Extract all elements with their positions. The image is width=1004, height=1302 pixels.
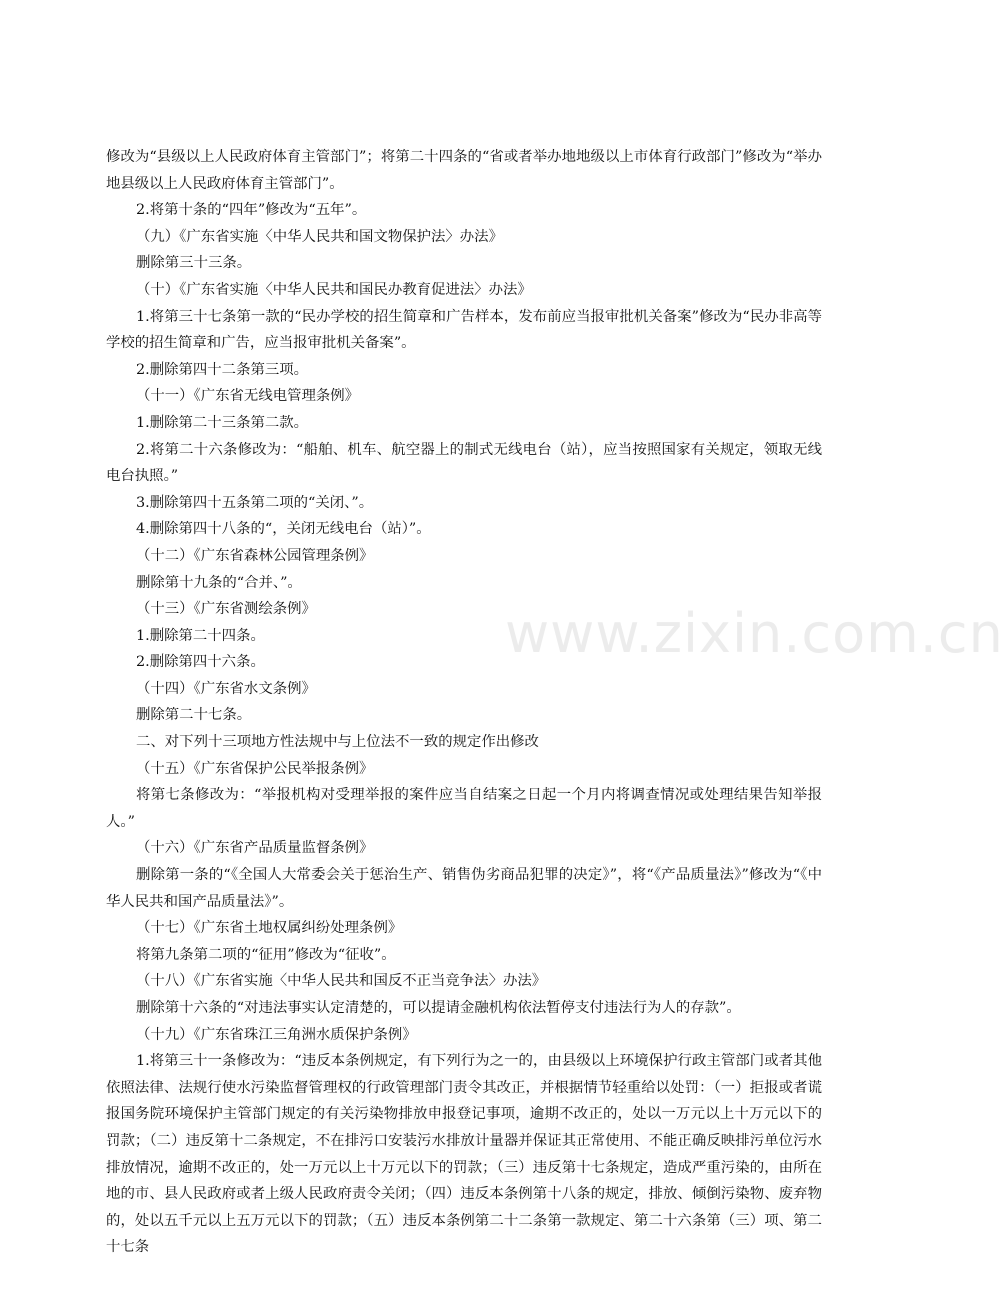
document-body (106, 144, 822, 1261)
paragraph: 修改为“县级以上人民政府体育主管部门”；将第二十四条的“省或者举办地地级以上市体育行政部门”修改为“举办地县级以上人民政府体育主管部门”。 (106, 149, 822, 192)
paragraph: （十八）《广东省实施〈中华人民共和国反不正当竞争法〉办法》 (136, 973, 547, 990)
paragraph: （十三）《广东省测绘条例》 (136, 601, 316, 618)
paragraph: 2.删除第四十二条第三项。 (136, 361, 309, 378)
paragraph: （十七）《广东省土地权属纠纷处理条例》 (136, 920, 403, 937)
paragraph: 删除第十六条的“对违法事实认定清楚的，可以提请金融机构依法暂停支付违法行为人的存款”。 (136, 1000, 741, 1016)
paragraph: 2.删除第四十六条。 (136, 654, 265, 671)
paragraph: （十四）《广东省水文条例》 (136, 680, 316, 697)
paragraph: 1.删除第二十三条第二款。 (136, 414, 309, 431)
paragraph: 将第七条修改为：“举报机构对受理举报的案件应当自结案之日起一个月内将调查情况或处理结果告知举报人。” (106, 787, 822, 830)
paragraph: 删除第三十三条。 (136, 255, 252, 272)
paragraph: （十五）《广东省保护公民举报条例》 (136, 760, 374, 777)
paragraph: 删除第十九条的“合并、”。 (136, 574, 302, 591)
paragraph: （十九）《广东省珠江三角洲水质保护条例》 (136, 1026, 417, 1043)
paragraph: 3.删除第四十五条第二项的“关闭、”。 (136, 494, 374, 511)
paragraph: 将第九条第二项的“征用”修改为“征收”。 (136, 946, 396, 963)
paragraph: 1.将第三十七条第一款的“民办学校的招生简章和广告样本，发布前应当报审批机关备案”修改为“民办非高等学校的招生简章和广告，应当报审批机关备案”。 (106, 308, 822, 352)
watermark: www.zixin.com.cn (505, 602, 1004, 665)
paragraph: 删除第一条的“《全国人大常委会关于惩治生产、销售伪劣商品犯罪的决定》”，将“《产品质量法》”修改为“《中华人民共和国产品质量法》”。 (106, 867, 822, 910)
paragraph: 1.删除第二十四条。 (136, 627, 265, 644)
paragraph: （九）《广东省实施〈中华人民共和国文物保护法〉办法》 (136, 228, 503, 245)
paragraph: 二、对下列十三项地方性法规中与上位法不一致的规定作出修改 (136, 734, 539, 751)
paragraph: （十六）《广东省产品质量监督条例》 (136, 840, 374, 857)
paragraph: 2.将第十条的“四年”修改为“五年”。 (136, 202, 367, 219)
paragraph: 2.将第二十六条修改为：“船舶、机车、航空器上的制式无线电台（站），应当按照国家有关规定，领取无线电台执照。” (106, 441, 822, 485)
paragraph: 1.将第三十一条修改为：“违反本条例规定，有下列行为之一的，由县级以上环境保护行政主管部门或者其他依照法律、法规行使水污染监督管理权的行政管理部门责令其改正，并根据情节轻重给以处罚：（一）拒报或者谎报国务院环境保护主管部门规定的有关污染物排放申报登记事项，逾期不改正的，处以一万元以上十万元以下的罚款；（二）违反第十二条规定，不在排污口安装污水排放计量器并保证其正常使用、不能正确反映排污单位污水排放情况，逾期不改正的，处一万元以上十万元以下的罚款；（三）违反第十七条规定，造成严重污染的，由所在地的市、县人民政府或者上级人民政府责令关闭；（四）违反本条例第十八条的规定，排放、倾倒污染物、废弃物的，处以五千元以上五万元以下的罚款；（五）违反本条例第二十二条第一款规定、第二十六条第（三）项、第二十七条 (106, 1053, 822, 1256)
paragraph: （十）《广东省实施〈中华人民共和国民办教育促进法〉办法》 (136, 281, 532, 298)
paragraph: （十二）《广东省森林公园管理条例》 (136, 547, 374, 564)
paragraph: 删除第二十七条。 (136, 707, 252, 724)
paragraph: （十一）《广东省无线电管理条例》 (136, 388, 360, 405)
paragraph: 4.删除第四十八条的“，关闭无线电台（站）”。 (136, 521, 431, 538)
